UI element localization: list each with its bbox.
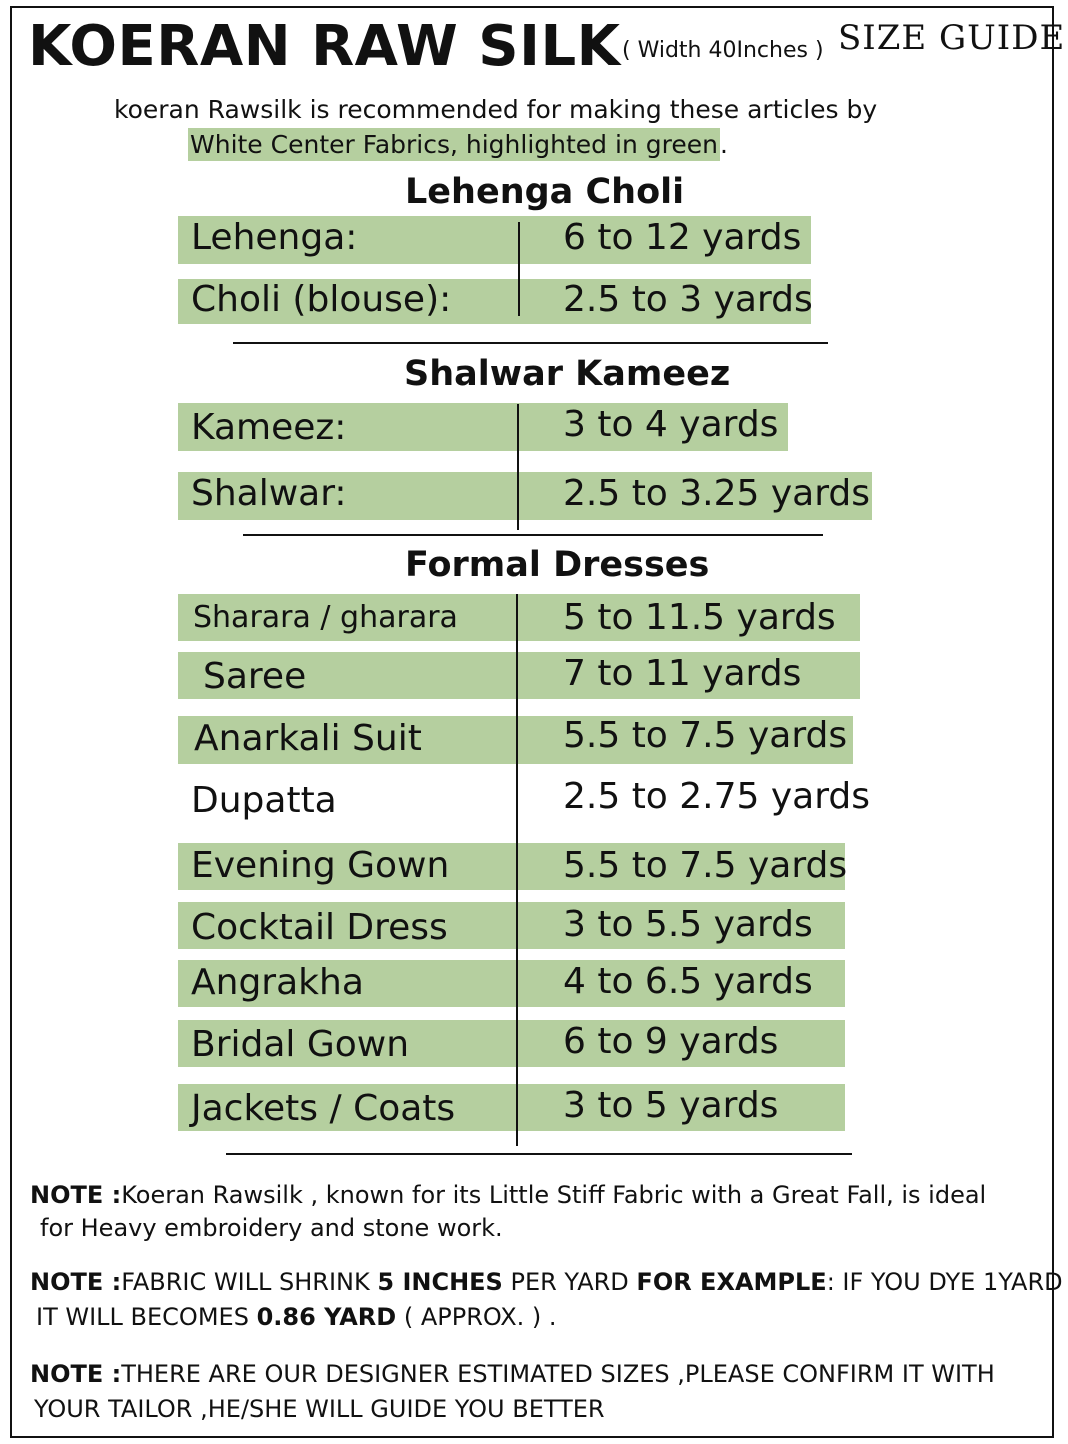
note-3-line-2: YOUR TAILOR ,HE/SHE WILL GUIDE YOU BETTER	[34, 1395, 605, 1423]
note-2-bold: 5 INCHES	[377, 1268, 503, 1296]
item-yardage: 5 to 11.5 yards	[563, 597, 836, 638]
intro-line-1: koeran Rawsilk is recommended for making these articles by	[114, 95, 878, 124]
item-yardage: 5.5 to 7.5 yards	[563, 845, 848, 886]
item-name: Lehenga:	[191, 217, 358, 258]
column-divider	[516, 594, 518, 1146]
item-name: Choli (blouse):	[191, 279, 452, 320]
item-yardage: 2.5 to 2.75 yards	[563, 776, 871, 817]
note-2-bold: 0.86 YARD	[256, 1303, 397, 1331]
note-1	[30, 1178, 986, 1212]
section-divider	[243, 534, 823, 536]
note-label: NOTE :	[30, 1268, 122, 1296]
note-label: NOTE :	[30, 1181, 122, 1209]
item-yardage: 4 to 6.5 yards	[563, 961, 813, 1002]
width-note: ( Width 40Inches )	[622, 38, 824, 63]
note-3	[30, 1357, 995, 1391]
item-name: Saree	[203, 656, 307, 697]
item-name: Shalwar:	[191, 473, 347, 514]
item-name: Dupatta	[191, 780, 337, 821]
item-name: Jackets / Coats	[191, 1088, 456, 1129]
item-yardage: 6 to 9 yards	[563, 1021, 779, 1062]
note-1-line-1: Koeran Rawsilk , known for its Little Stiff Fabric with a Great Fall, is ideal	[121, 1181, 987, 1209]
item-name: Evening Gown	[191, 845, 450, 886]
note-label: NOTE :	[30, 1360, 122, 1388]
note-2	[30, 1265, 1063, 1299]
intro-highlight: White Center Fabrics, highlighted in green	[190, 130, 718, 159]
item-yardage: 5.5 to 7.5 yards	[563, 715, 848, 756]
size-guide-label: SIZE GUIDE	[838, 18, 1066, 58]
note-3-line-1: THERE ARE OUR DESIGNER ESTIMATED SIZES ,PLEASE CONFIRM IT WITH	[121, 1360, 995, 1388]
section-divider	[233, 342, 828, 344]
item-yardage: 6 to 12 yards	[563, 217, 802, 258]
note-2-part: IT WILL BECOMES	[36, 1303, 257, 1331]
column-divider	[518, 222, 520, 316]
item-name: Angrakha	[191, 962, 364, 1003]
column-divider	[517, 404, 519, 530]
note-2-part: : IF YOU DYE 1YARD	[826, 1268, 1063, 1296]
intro-line-2	[188, 130, 728, 159]
item-name: Anarkali Suit	[194, 718, 422, 759]
note-2-part: PER YARD	[502, 1268, 637, 1296]
intro-period: .	[719, 130, 728, 159]
item-yardage: 7 to 11 yards	[563, 653, 802, 694]
note-2-part: FABRIC WILL SHRINK	[121, 1268, 378, 1296]
item-yardage: 2.5 to 3.25 yards	[563, 473, 871, 514]
page-title: KOERAN RAW SILK	[28, 14, 621, 79]
section-divider	[226, 1153, 852, 1155]
section-title-formal-dresses: Formal Dresses	[405, 545, 710, 585]
note-1-line-2: for Heavy embroidery and stone work.	[40, 1214, 503, 1242]
item-yardage: 3 to 5.5 yards	[563, 904, 813, 945]
item-name: Sharara / gharara	[193, 600, 458, 635]
item-yardage: 3 to 5 yards	[563, 1085, 779, 1126]
item-yardage: 2.5 to 3 yards	[563, 279, 813, 320]
section-title-shalwar-kameez: Shalwar Kameez	[404, 354, 731, 394]
note-2-part: ( APPROX. ) .	[396, 1303, 557, 1331]
note-2-bold: FOR EXAMPLE	[636, 1268, 827, 1296]
item-name: Cocktail Dress	[191, 907, 448, 948]
item-yardage: 3 to 4 yards	[563, 404, 779, 445]
item-name: Bridal Gown	[191, 1024, 410, 1065]
section-title-lehenga-choli: Lehenga Choli	[405, 172, 685, 212]
note-2-line-2	[36, 1300, 557, 1334]
item-name: Kameez:	[191, 407, 347, 448]
